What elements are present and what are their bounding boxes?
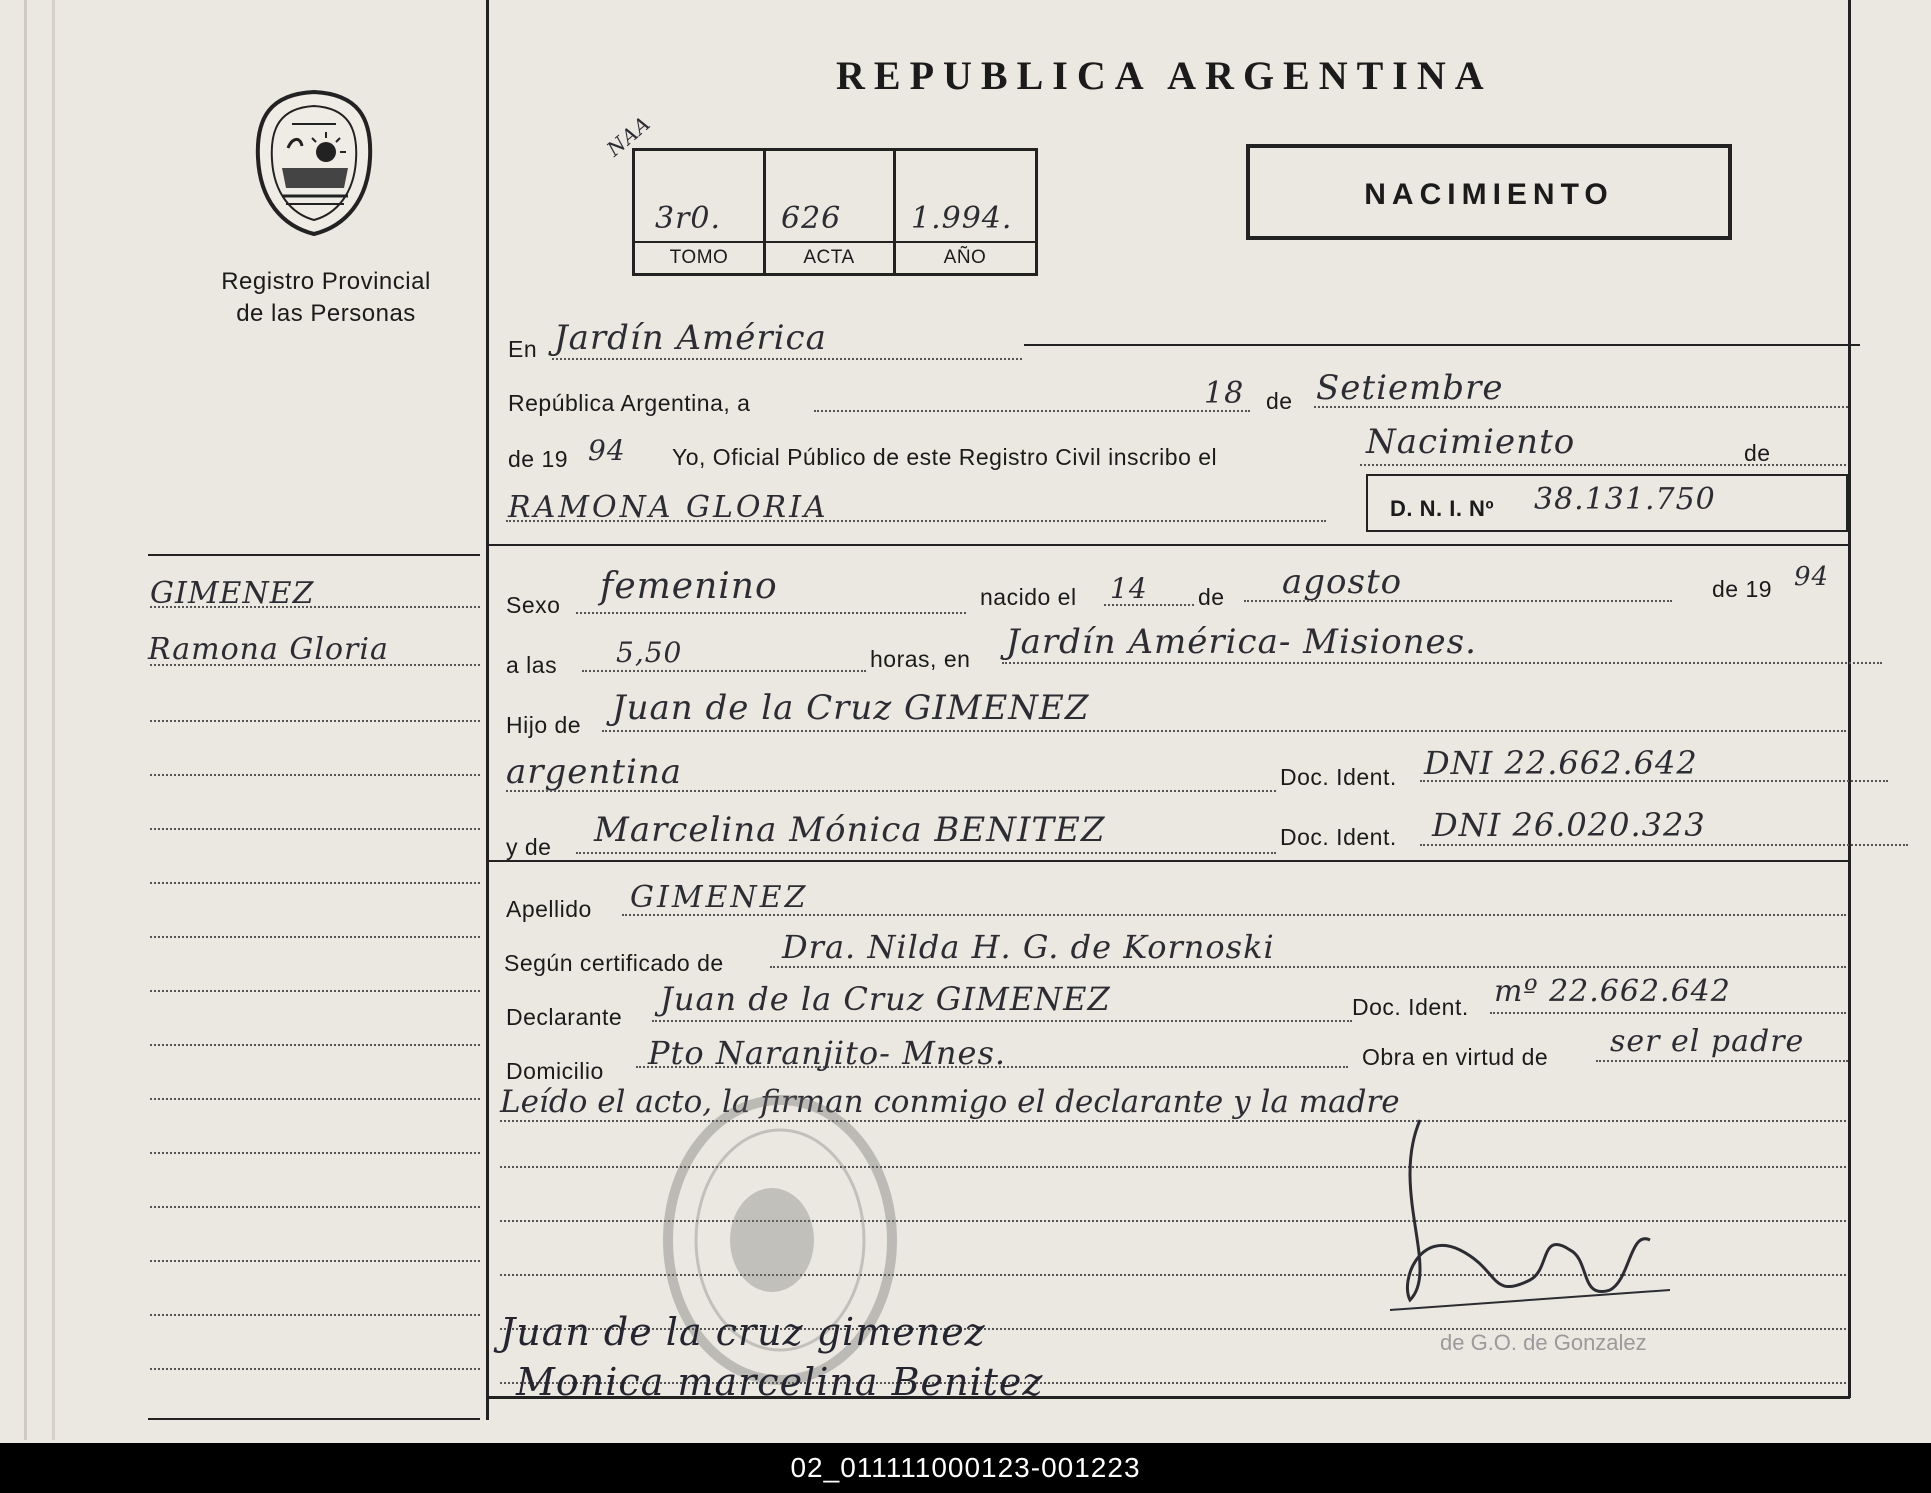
act-kind: Nacimiento [1366, 422, 1576, 462]
year-prefix-label: de 19 [508, 446, 569, 472]
ano-value: 1.994. [911, 201, 1013, 236]
father-doc-line [1420, 780, 1888, 782]
de-label: de [1266, 388, 1293, 414]
declarant-doc: mº 22.662.642 [1494, 974, 1731, 1009]
surname-line [622, 914, 1846, 916]
birth-de-label: de [1198, 584, 1225, 610]
full-name: RAMONA GLORIA [508, 490, 829, 525]
mother-signature: Monica marcelina Benitez [516, 1360, 1044, 1404]
column-divider [486, 0, 489, 1420]
margin-dotted-line [150, 774, 480, 776]
birth-hour: 5,50 [616, 636, 683, 669]
birth-month-line [1244, 600, 1672, 602]
obra-line [1596, 1060, 1848, 1062]
y-de-label: y de [506, 834, 552, 860]
mother-doc-label: Doc. Ident. [1280, 824, 1397, 850]
dni-label: D. N. I. Nº [1390, 496, 1494, 521]
month-line [1314, 406, 1848, 408]
right-border [1848, 0, 1851, 1398]
section-rule [488, 544, 1848, 546]
margin-dotted-line [150, 664, 480, 666]
margin-dotted-line [150, 1206, 480, 1208]
de-label-2: de [1744, 440, 1771, 466]
declarant-signature: Juan de la cruz gimenez [500, 1310, 986, 1354]
act-kind-line [1360, 464, 1846, 466]
dni-box [1366, 474, 1848, 532]
republica-label: República Argentina, a [508, 390, 751, 416]
birth-year-label: de 19 [1712, 576, 1773, 602]
birth-day-line [1104, 604, 1194, 606]
margin-dotted-line [150, 606, 480, 608]
obra-value: ser el padre [1610, 1024, 1805, 1059]
place-value: Jardín América [554, 318, 827, 358]
margin-dotted-line [150, 990, 480, 992]
margin-dotted-line [150, 882, 480, 884]
fold-line [52, 0, 55, 1440]
declarant-doc-label: Doc. Ident. [1352, 994, 1469, 1020]
declarant-doc-line [1490, 1012, 1846, 1014]
nacido-label: nacido el [980, 584, 1077, 610]
sexo-line [576, 612, 966, 614]
oficial-text: Yo, Oficial Público de este Registro Civil inscribo el [672, 444, 1218, 470]
margin-given-name: Ramona Gloria [148, 632, 389, 667]
acta-label: ACTA [803, 247, 855, 268]
birth-day: 14 [1110, 572, 1148, 605]
margin-dotted-line [150, 936, 480, 938]
margin-dotted-line [150, 828, 480, 830]
birth-year: 94 [1794, 562, 1830, 592]
declarant-name: Juan de la Cruz GIMENEZ [660, 980, 1111, 1018]
acta-value: 626 [781, 201, 842, 236]
obra-label: Obra en virtud de [1362, 1044, 1549, 1070]
doctor-line [770, 966, 1846, 968]
country-title: REPUBLICA ARGENTINA [836, 53, 1493, 98]
registrar-stamp-text: de G.O. de Gonzalez [1440, 1330, 1647, 1355]
hijo-label: Hijo de [506, 712, 582, 738]
registry-name-line1: Registro Provincial [221, 268, 431, 295]
reference-box [632, 148, 1038, 276]
margin-bottom-rule [148, 1418, 480, 1420]
margin-dotted-line [150, 1152, 480, 1154]
image-id-footer: 02_011111000123-001223 [0, 1443, 1931, 1493]
full-name-line [506, 520, 1326, 522]
remark-text: Leído el acto, la firman conmigo el declarante y la madre [500, 1084, 1400, 1120]
registry-name-line2: de las Personas [236, 300, 416, 327]
margin-dotted-line [150, 1314, 480, 1316]
horas-label: horas, en [870, 646, 971, 672]
birth-place: Jardín América- Misiones. [1006, 622, 1477, 662]
place-line [552, 358, 1022, 360]
sexo-value: femenino [600, 566, 778, 607]
doctor-name: Dra. Nilda H. G. de Kornoski [782, 928, 1275, 966]
father-nationality: argentina [506, 752, 683, 792]
hour-line [582, 670, 866, 672]
mother-line [576, 852, 1276, 854]
registration-year: 94 [588, 434, 626, 467]
margin-dotted-line [150, 1260, 480, 1262]
address-value: Pto Naranjito- Mnes. [648, 1034, 1007, 1072]
registration-day: 18 [1204, 376, 1245, 411]
tomo-value: 3r0. [655, 201, 722, 236]
margin-top-rule [148, 554, 480, 556]
father-line [602, 730, 1846, 732]
declarante-label: Declarante [506, 1004, 623, 1030]
a-las-label: a las [506, 652, 558, 678]
en-label: En [508, 336, 538, 362]
domicilio-label: Domicilio [506, 1058, 604, 1084]
corner-mark: NAA [602, 110, 656, 162]
section-rule-2 [488, 860, 1848, 862]
day-line [814, 410, 1250, 412]
margin-dotted-line [150, 720, 480, 722]
apellido-label: Apellido [506, 896, 592, 922]
address-line [636, 1066, 1348, 1068]
father-name: Juan de la Cruz GIMENEZ [612, 688, 1090, 728]
surname-value: GIMENEZ [630, 880, 809, 915]
ano-label: AÑO [943, 247, 987, 268]
mother-doc-line [1420, 844, 1908, 846]
dni-value: 38.131.750 [1534, 482, 1716, 517]
margin-dotted-line [150, 1368, 480, 1370]
margin-dotted-line [150, 1044, 480, 1046]
misiones-seal-icon [248, 88, 380, 238]
segun-label: Según certificado de [504, 950, 724, 976]
fold-line [24, 0, 27, 1440]
officer-signature-icon [1380, 1100, 1680, 1320]
document-type-box [1246, 144, 1732, 240]
sexo-label: Sexo [506, 592, 561, 618]
nationality-line [506, 790, 1276, 792]
document-type: NACIMIENTO [1364, 178, 1614, 211]
margin-dotted-line [150, 1098, 480, 1100]
registration-month: Setiembre [1316, 368, 1504, 408]
mother-name: Marcelina Mónica BENITEZ [594, 810, 1106, 850]
birth-place-line [1002, 662, 1882, 664]
margin-surname: GIMENEZ [150, 576, 315, 611]
place-line-end [1024, 344, 1860, 346]
birth-month: agosto [1282, 562, 1403, 602]
declarant-line [652, 1020, 1352, 1022]
father-doc-label: Doc. Ident. [1280, 764, 1397, 790]
tomo-label: TOMO [669, 247, 729, 268]
father-doc: DNI 22.662.642 [1424, 744, 1698, 782]
mother-doc: DNI 26.020.323 [1432, 806, 1706, 844]
ref-rule [635, 241, 1035, 243]
